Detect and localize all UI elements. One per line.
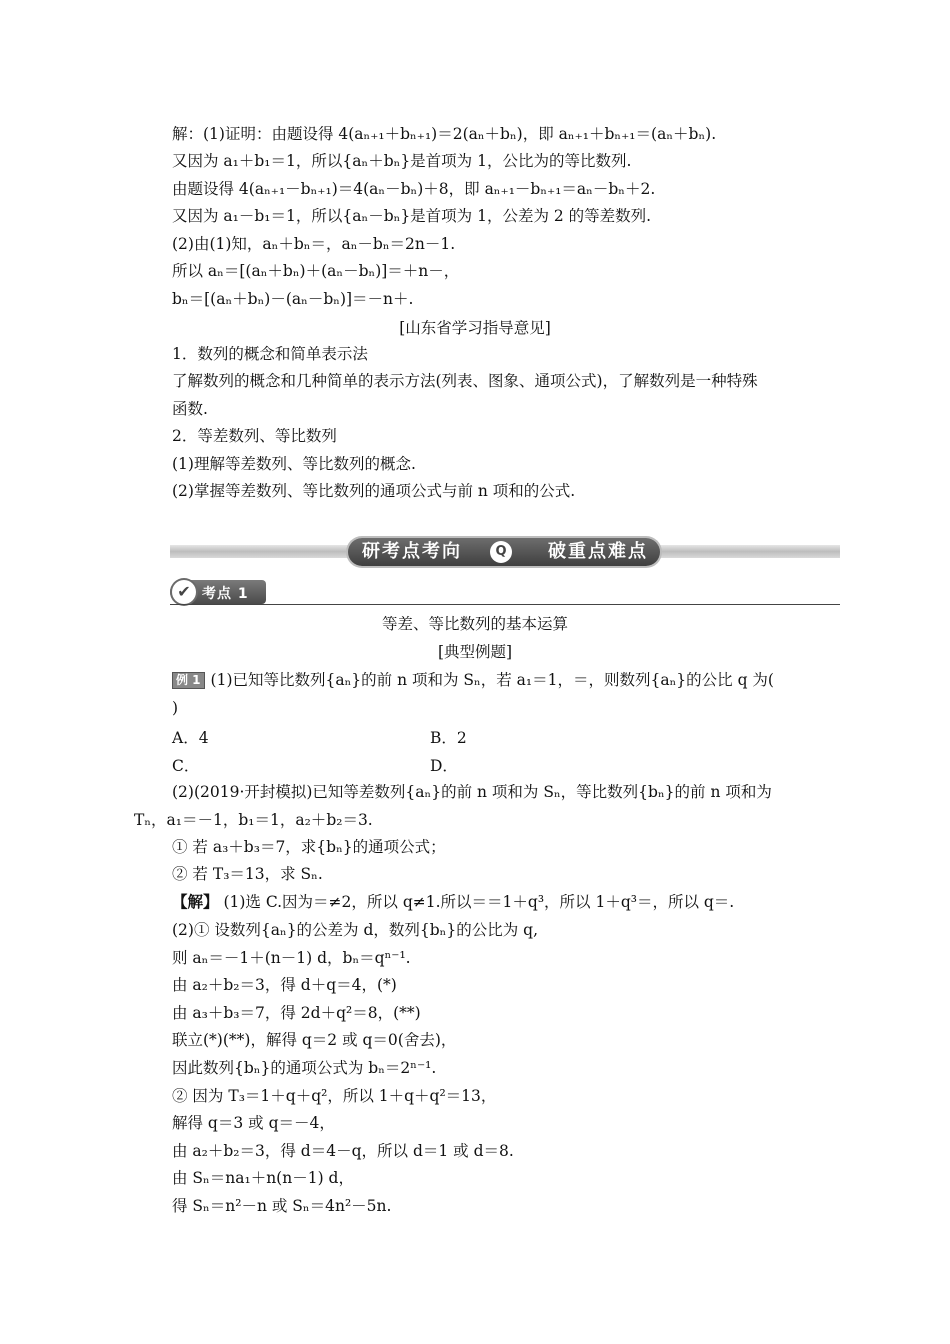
section-title: 等差、等比数列的基本运算	[381, 615, 568, 633]
answer-line: ② 因为 T₃＝1＋q＋q²，所以 1＋q＋q²＝13，	[172, 1087, 497, 1105]
kaodian-label: 考点 1	[202, 586, 249, 602]
answer-text: (1)选 C.因为＝≠2，所以 q≠1.所以＝＝1＋q³，所以 1＋q³＝，所以 q＝.	[218, 893, 735, 911]
example-tag: 例 1	[172, 672, 205, 689]
guide-item-text: 函数.	[172, 400, 208, 418]
solution-line: 解：(1)证明：由题设得 4(aₙ₊₁＋bₙ₊₁)＝2(aₙ＋bₙ)，即 aₙ₊₁＋bₙ₊₁＝(aₙ＋bₙ).	[172, 125, 717, 143]
magnifier-icon: Q	[490, 541, 512, 563]
option-d: D．	[430, 757, 458, 775]
answer-line: 得 Sₙ＝n²－n 或 Sₙ＝4n²－5n.	[172, 1197, 392, 1215]
solution-line: 由题设得 4(aₙ₊₁－bₙ₊₁)＝4(aₙ－bₙ)＋8，即 aₙ₊₁－bₙ₊₁＝aₙ－bₙ＋2.	[172, 180, 656, 198]
guide-title: [山东省学习指导意见]	[399, 319, 551, 337]
banner-right-text: 破重点难点	[548, 541, 648, 562]
option-c: C．	[172, 757, 200, 775]
example-q2-line: (2)(2019·开封模拟)已知等差数列{aₙ}的前 n 项和为 Sₙ，等比数列{bₙ}的前 n 项和为	[172, 783, 772, 801]
banner-pill	[348, 538, 660, 566]
example-q1-close: )	[172, 699, 179, 717]
option-a: A．4	[172, 729, 209, 747]
guide-item-text: (2)掌握等差数列、等比数列的通项公式与前 n 项和的公式.	[172, 482, 576, 500]
option-b: B．2	[430, 729, 467, 747]
guide-item-text: (1)理解等差数列、等比数列的概念.	[172, 455, 416, 473]
section-subtitle: [典型例题]	[437, 643, 513, 661]
answer-line: 联立(*)(**)，解得 q＝2 或 q＝0(舍去)，	[172, 1031, 457, 1049]
answer-line: 由 Sₙ＝na₁＋n(n－1) d，	[172, 1169, 354, 1187]
solution-line: 又因为 a₁－b₁＝1，所以{aₙ－bₙ}是首项为 1，公差为 2 的等差数列.	[172, 207, 652, 225]
answer-line: 因此数列{bₙ}的通项公式为 bₙ＝2ⁿ⁻¹.	[172, 1059, 437, 1077]
example-q2-line: ② 若 T₃＝13，求 Sₙ.	[172, 865, 323, 883]
answer-line: 由 a₃＋b₃＝7，得 2d＋q²＝8，(**)	[172, 1004, 421, 1022]
solution-line: 又因为 a₁＋b₁＝1，所以{aₙ＋bₙ}是首项为 1，公比为的等比数列.	[172, 152, 632, 170]
example-q2-line: Tₙ，a₁＝－1，b₁＝1，a₂＋b₂＝3.	[134, 811, 373, 829]
guide-item-title: 1．数列的概念和简单表示法	[172, 345, 368, 363]
kaodian-header	[170, 578, 840, 606]
answer-line: 则 aₙ＝－1＋(n－1) d，bₙ＝qⁿ⁻¹.	[172, 949, 411, 967]
answer-tag: 【解】	[172, 892, 219, 911]
guide-item-text: 了解数列的概念和几种简单的表示方法(列表、图象、通项公式)，了解数列是一种特殊	[172, 372, 758, 390]
guide-item-title: 2．等差数列、等比数列	[172, 427, 337, 445]
answer-line	[172, 892, 734, 912]
solution-line: (2)由(1)知，aₙ＋bₙ＝，aₙ－bₙ＝2n－1.	[172, 235, 456, 253]
solution-line: 所以 aₙ＝[(aₙ＋bₙ)＋(aₙ－bₙ)]＝＋n－，	[172, 262, 460, 280]
answer-line: 由 a₂＋b₂＝3，得 d＝4－q，所以 d＝1 或 d＝8.	[172, 1142, 514, 1160]
section-banner	[170, 540, 840, 562]
kaodian-tag	[170, 580, 266, 604]
example-q1-text: (1)已知等比数列{aₙ}的前 n 项和为 Sₙ，若 a₁＝1，＝，则数列{aₙ}的公比 q 为(	[210, 671, 774, 689]
divider	[170, 604, 840, 605]
solution-line: bₙ＝[(aₙ＋bₙ)－(aₙ－bₙ)]＝－n＋.	[172, 290, 414, 308]
answer-line: 解得 q＝3 或 q＝－4，	[172, 1114, 335, 1132]
check-icon: ✔	[172, 580, 196, 604]
banner-left-text: 研考点考向	[362, 541, 462, 562]
answer-line: 由 a₂＋b₂＝3，得 d＋q＝4，(*)	[172, 976, 397, 994]
answer-line: (2)① 设数列{aₙ}的公差为 d，数列{bₙ}的公比为 q,	[172, 921, 539, 939]
example-q2-line: ① 若 a₃＋b₃＝7，求{bₙ}的通项公式；	[172, 838, 446, 856]
example-q1-line	[172, 670, 774, 690]
